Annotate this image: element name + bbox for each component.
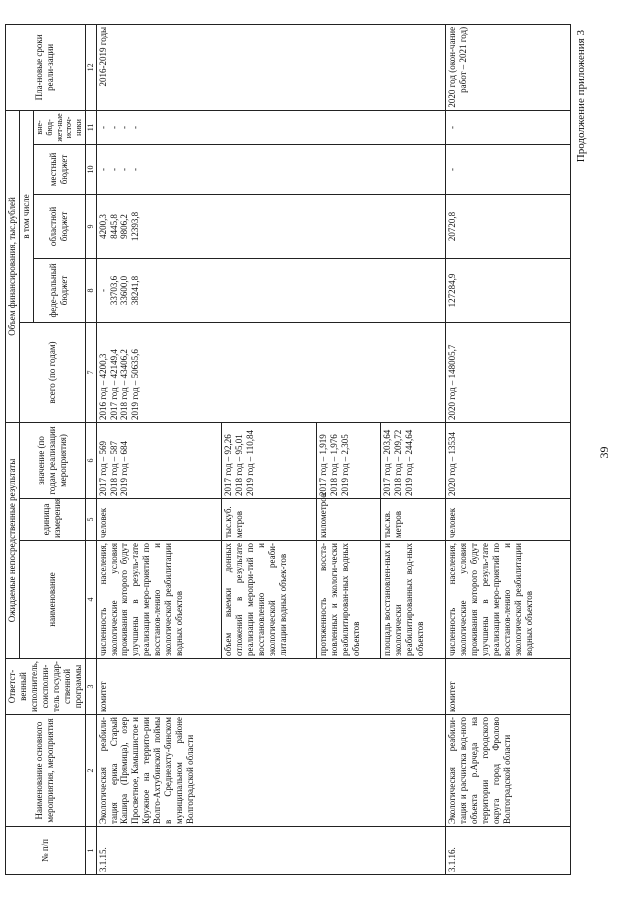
result-values <box>316 422 381 498</box>
result-unit: километров <box>316 499 381 541</box>
federal-value: 33600,0 <box>119 275 130 306</box>
extra-value: - <box>97 125 108 129</box>
col-number: 7 <box>85 322 96 422</box>
row-number: 3.1.16. <box>445 827 570 875</box>
header-in-that: в том числе <box>19 110 33 322</box>
federal-value: 127284,9 <box>446 273 457 308</box>
header-expected-results: Ожидаемые непосредственные результаты <box>6 422 20 658</box>
result-value: 2017 год – 569 <box>97 440 108 496</box>
header-federal: феде-ральный бюджет <box>34 258 86 322</box>
col-number: 9 <box>85 194 96 258</box>
table-row <box>445 24 570 874</box>
result-name: протяженность восста-новленных и экологи-чески реабилитирован-ных водных объектов <box>316 541 381 659</box>
financing-regional <box>96 194 445 258</box>
federal-value: - <box>97 288 108 292</box>
financing-local <box>445 144 570 194</box>
result-value: 2017 год – 203,64 <box>382 429 393 496</box>
header-period: Пла-новые сроки реали-зации <box>6 24 86 110</box>
responsible-executor: комитет <box>96 659 445 715</box>
financing-regional <box>445 194 570 258</box>
col-number: 2 <box>85 715 96 827</box>
financing-federal <box>445 258 570 322</box>
result-unit: человек <box>96 499 221 541</box>
financing-federal <box>96 258 445 322</box>
result-values <box>96 422 221 498</box>
continuation-note: Продолжение приложения 3 <box>575 30 587 163</box>
col-number: 8 <box>85 258 96 322</box>
extra-value: - <box>446 125 457 129</box>
event-name: Экологическая реабили-тация и расчистка вод-ного объекта р.Арчеда на территории городского округа город Фролово Волгоградской области <box>445 715 570 827</box>
col-number: 6 <box>85 422 96 498</box>
header-no: № п/п <box>6 827 86 875</box>
total-by-year: 2016 год – 4200,3 <box>97 353 108 420</box>
row-number: 3.1.15. <box>96 827 445 875</box>
result-name: площадь восстановлен-ных и экологически реабилитированных вод-ных объектов <box>381 541 446 659</box>
local-value: - <box>119 167 130 171</box>
program-table <box>5 24 571 875</box>
extra-value: - <box>119 125 130 129</box>
result-value: 2018 год – 209,72 <box>393 429 404 496</box>
federal-value: 38241,8 <box>130 275 141 306</box>
header-total: всего (по годам) <box>19 322 85 422</box>
header-result-name: наименование <box>19 541 85 659</box>
header-regional: областной бюджет <box>34 194 86 258</box>
result-value: 2018 год – 95,01 <box>233 434 244 496</box>
header-extra: вне-бюд-жет-ные источ-ники <box>34 110 86 144</box>
header-event-name: Наименование основного мероприятия, мероприятия <box>6 715 86 827</box>
result-values <box>445 422 570 498</box>
local-value: - <box>97 167 108 171</box>
extra-value: - <box>130 125 141 129</box>
local-value: - <box>130 167 141 171</box>
federal-value: 33703,6 <box>108 275 119 306</box>
regional-value: 4200,3 <box>97 214 108 239</box>
table-row <box>96 24 221 874</box>
result-values <box>381 422 446 498</box>
implementation-period: 2016-2019 годы <box>96 24 445 110</box>
result-unit: тыс.кв. метров <box>381 499 446 541</box>
regional-value: 12393,8 <box>130 211 141 242</box>
financing-extra <box>96 110 445 144</box>
col-number: 4 <box>85 541 96 659</box>
col-number: 11 <box>85 110 96 144</box>
result-value: 2019 год – 110,84 <box>244 430 255 496</box>
responsible-executor: комитет <box>445 659 570 715</box>
result-value: 2019 год – 244,64 <box>404 429 415 496</box>
col-number: 3 <box>85 659 96 715</box>
event-name: Экологическая реабили-тация ерика Старый Кашира (Прямица), озер Просветное, Камышистое и Кружное на террито-рии Волго-Ахтубинской поймы в Среднеахту-бинском муниципальном районе Волгоградской области <box>96 715 445 827</box>
regional-value: 8445,8 <box>108 214 119 239</box>
header-unit: единица измерения <box>19 499 85 541</box>
header-financing: Объем финансирования, тыс.рублей <box>6 110 20 422</box>
header-local: местный бюджет <box>34 144 86 194</box>
result-value: 2019 год – 2,305 <box>339 434 350 496</box>
total-by-year: 2017 год – 42149,4 <box>108 349 119 420</box>
total-by-year: 2018 год – 43406,2 <box>119 349 130 420</box>
total-by-year: 2020 год – 148005,7 <box>446 344 457 420</box>
local-value: - <box>446 167 457 171</box>
regional-value: 9806,2 <box>119 214 130 239</box>
result-name: объем выемки донных отложений в результате реализации меропри-тий по восстановлению и экологической реаби-литации водных объек-тов <box>221 541 316 659</box>
col-number: 5 <box>85 499 96 541</box>
col-number: 12 <box>85 24 96 110</box>
col-number: 1 <box>85 827 96 875</box>
header-value: значение (по годам реализации мероприятия) <box>19 422 85 498</box>
result-value: 2018 год – 1,976 <box>328 434 339 496</box>
result-value: 2018 год – 587 <box>108 440 119 496</box>
regional-value: 20720,8 <box>446 211 457 242</box>
financing-local <box>96 144 445 194</box>
result-value: 2017 год – 1,919 <box>317 434 328 496</box>
page-number: 39 <box>597 446 611 459</box>
implementation-period: 2020 год (окон-чание работ – 2021 год) <box>445 24 570 110</box>
result-values <box>221 422 316 498</box>
col-number: 10 <box>85 144 96 194</box>
header-responsible: Ответст-венный исполнитель, соисполни-тель государ-ственной программы <box>6 659 86 715</box>
result-value: 2019 год – 684 <box>119 440 130 496</box>
local-value: - <box>108 167 119 171</box>
extra-value: - <box>108 125 119 129</box>
result-unit: человек <box>445 499 570 541</box>
financing-total <box>445 322 570 422</box>
total-by-year: 2019 год – 50635,6 <box>130 349 141 420</box>
result-value: 2020 год – 13534 <box>446 431 457 496</box>
financing-extra <box>445 110 570 144</box>
result-name: численность населения, экологические условия проживания которого будут улучшены в резуль-тате реализации меро-приятий по восстанов-лению и экологической реабилитации водных объектов <box>445 541 570 659</box>
result-name: численность населения, экологические условия проживания которого будут улучшены в резуль-тате реализации меро-приятий по восстанов-лению и экологической реабилитации водных объектов <box>96 541 221 659</box>
result-value: 2017 год – 92,26 <box>222 434 233 496</box>
result-unit: тыс.куб. метров <box>221 499 316 541</box>
financing-total <box>96 322 445 422</box>
